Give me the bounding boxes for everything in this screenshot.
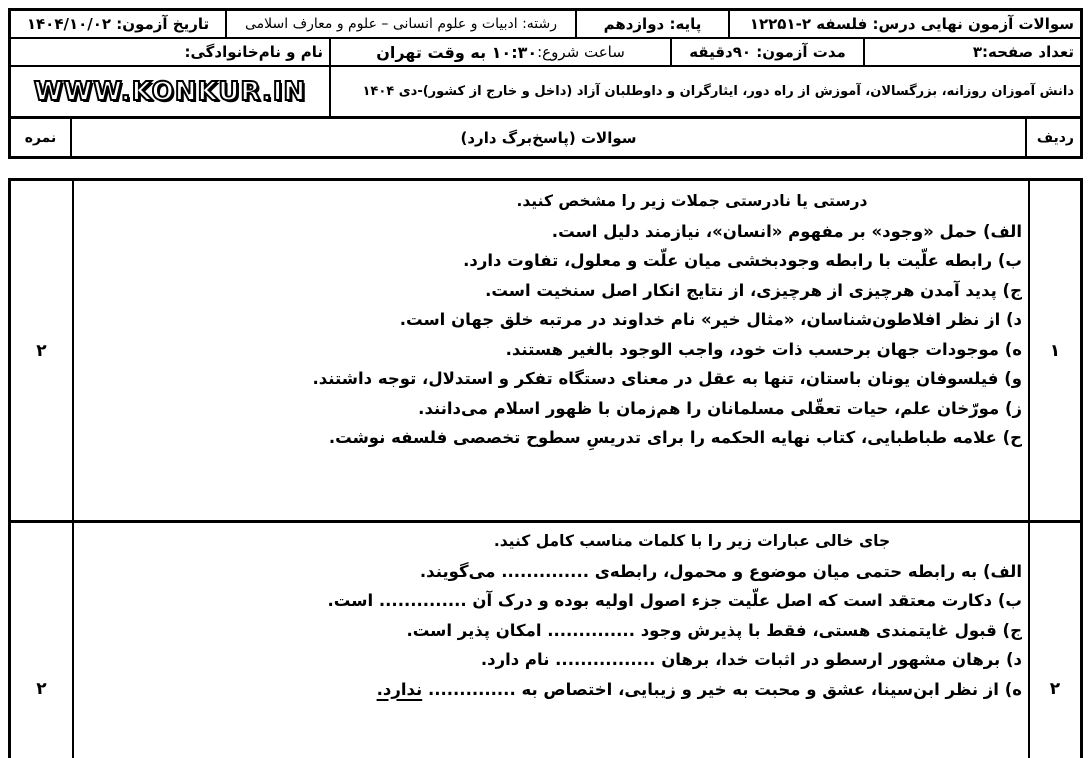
questions-label: سوالات (پاسخ‌برگ دارد) <box>460 128 637 147</box>
exam-date-text: تاریخ آزمون: ۱۴۰۴/۱۰/۰۲ <box>26 15 210 33</box>
grade-cell <box>577 11 730 39</box>
question-number: ۲ <box>1049 679 1061 699</box>
logo-cell <box>11 67 331 119</box>
question-score: ۲ <box>36 679 47 699</box>
questions-label-cell <box>72 119 1027 156</box>
question-number: ۱ <box>1049 341 1061 361</box>
question-item: ج) قبول غایتمندی هستی، فقط با پذیرش وجود .............. امکان پذیر است. <box>406 620 1022 640</box>
session-text: دی ۱۴۰۴ <box>362 84 418 99</box>
questions-table <box>8 178 1083 758</box>
field-cell <box>227 11 577 39</box>
question-item: الف) حمل «وجود» بر مفهوم «انسان»، نیازمند دلیل است. <box>551 221 1022 241</box>
start-time-value: ۱۰:۳۰ به وقت تهران <box>376 42 538 62</box>
exam-date-cell <box>11 11 227 39</box>
question-item: ح) علامه طباطبایی، کتاب نهایه الحکمه را برای تدریسِ سطوح تخصصی فلسفه نوشت. <box>328 428 1022 447</box>
field-text: رشته: ادبیات و علوم انسانی – علوم و معارف اسلامی <box>244 16 558 32</box>
row-divider <box>11 520 1080 523</box>
question-score: ۲ <box>36 341 47 361</box>
row-label: ردیف <box>1036 129 1074 146</box>
exam-header-table <box>8 8 1083 159</box>
start-time-cell <box>331 39 672 67</box>
question-item: ه) موجودات جهان برحسب ذات خود، واجب الوجود بالغیر هستند. <box>505 339 1022 359</box>
question-body <box>62 527 1022 704</box>
question-item: ج) پدید آمدن هرچیزی از هرچیزی، از نتایج انکار اصل سنخیت است. <box>485 280 1022 300</box>
score-label-cell <box>11 119 72 156</box>
underlined-word: ندارد. <box>376 679 423 699</box>
grade-text: پایه: دوازدهم <box>603 15 702 33</box>
question-instruction: جای خالی عبارات زیر را با کلمات مناسب کامل کنید. <box>493 532 891 550</box>
course-title-text: سوالات آزمون نهایی درس: فلسفه ۲-۱۲۲۵۱ <box>749 15 1074 33</box>
question-item: د) برهان مشهور ارسطو در اثبات خدا، برهان ................ نام دارد. <box>480 650 1022 669</box>
audience-text: دانش آموزان روزانه، بزرگسالان، آموزش از راه دور، ایثارگران و داوطلبان آزاد (داخل و خارج از کشور)- <box>417 84 1074 99</box>
duration-cell <box>672 39 865 67</box>
course-title <box>730 11 1080 39</box>
question-instruction: درستی یا نادرستی جملات زیر را مشخص کنید. <box>516 192 868 210</box>
row-column-divider <box>1028 181 1030 758</box>
question-item: د) از نظر افلاطون‌شناسان، «مثال خیر» نام خداوند در مرتبه خلق جهان است. <box>399 310 1022 329</box>
question-item <box>62 675 1022 705</box>
page-count-cell <box>865 39 1080 67</box>
start-time-label: ساعت شروع: <box>537 43 625 61</box>
question-body <box>62 187 1022 453</box>
audience-cell <box>331 67 1080 119</box>
row-label-cell <box>1027 119 1080 156</box>
question-item-text: ه) از نظر ابن‌سینا، عشق و محبت به خیر و زیبایی، اختصاص به .............. <box>422 679 1022 699</box>
question-item: ب) رابطه علّیت با رابطه وجودبخشی میان علّت و معلول، تفاوت دارد. <box>463 251 1022 270</box>
question-item: ب) دکارت معتقد است که اصل علّیت جزء اصول اولیه بوده و درک آن .............. است. <box>327 591 1022 610</box>
question-item: ز) مورّخان علم، حیات تعقّلی مسلمانان را هم‌زمان با ظهور اسلام می‌دانند. <box>418 398 1022 418</box>
question-item: الف) به رابطه حتمی میان موضوع و محمول، رابطه‌ی .............. می‌گویند. <box>419 561 1022 581</box>
duration-text: مدت آزمون: ۹۰دقیقه <box>689 43 846 61</box>
question-item: و) فیلسوفان یونان باستان، تنها به عقل در معنای دستگاه تفکر و استدلال، توجه داشتند. <box>312 369 1022 388</box>
konkur-logo: WWW.KONKUR.IN <box>33 76 307 107</box>
score-label: نمره <box>24 129 57 146</box>
page-count-text: تعداد صفحه:۳ <box>972 43 1074 61</box>
student-name-cell[interactable] <box>11 39 331 67</box>
student-name-label: نام و نام‌خانوادگی: <box>184 43 323 61</box>
